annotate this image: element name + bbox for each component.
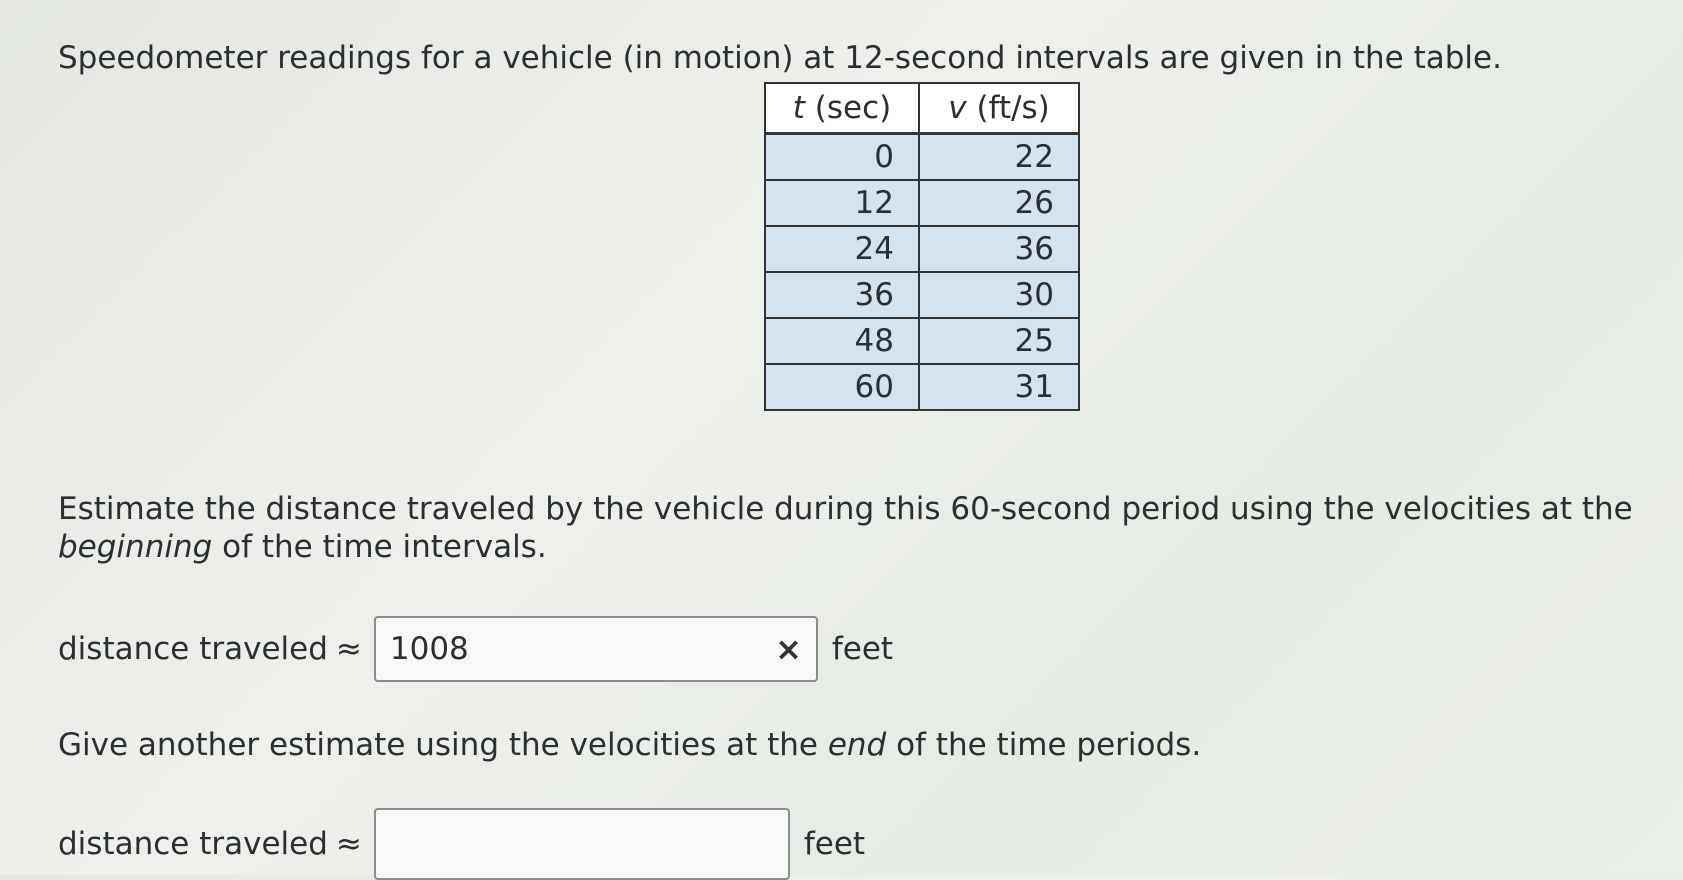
question-1-text-b: of the time intervals. xyxy=(212,529,547,565)
table-row xyxy=(765,272,1079,318)
time-cell: 36 xyxy=(765,272,919,318)
question-2-text xyxy=(58,726,1201,764)
question-1-text xyxy=(58,490,1638,566)
answer-2-label: distance traveled xyxy=(58,826,328,862)
velocity-cell: 25 xyxy=(919,318,1079,364)
table-row xyxy=(765,180,1079,226)
table-row xyxy=(765,318,1079,364)
table-header-row xyxy=(765,83,1079,134)
velocity-cell: 26 xyxy=(919,180,1079,226)
table-row xyxy=(765,364,1079,410)
answer-1-unit: feet xyxy=(831,631,894,667)
speedometer-table xyxy=(764,82,1080,411)
velocity-cell: 36 xyxy=(919,226,1079,272)
time-cell: 12 xyxy=(765,180,919,226)
velocity-cell: 22 xyxy=(919,134,1079,181)
table-row xyxy=(765,226,1079,272)
time-cell: 24 xyxy=(765,226,919,272)
answer-1-label: distance traveled xyxy=(58,631,328,667)
time-column-header xyxy=(765,83,919,134)
incorrect-icon: × xyxy=(775,630,802,668)
time-unit: (sec) xyxy=(804,90,892,126)
distance-end-input[interactable] xyxy=(374,808,790,880)
distance-begin-input[interactable] xyxy=(374,616,818,682)
time-cell: 48 xyxy=(765,318,919,364)
question-2-text-b: of the time periods. xyxy=(886,727,1202,763)
table-row xyxy=(765,134,1079,181)
velocity-column-header xyxy=(919,83,1079,134)
approx-symbol: ≈ xyxy=(335,631,362,667)
time-variable: t xyxy=(792,90,805,126)
time-cell: 0 xyxy=(765,134,919,181)
question-1-text-a: Estimate the distance traveled by the vehicle during this 60-second period using the velocities at the xyxy=(58,491,1633,527)
question-1-emphasis: beginning xyxy=(58,529,213,565)
velocity-cell: 31 xyxy=(919,364,1079,410)
distance-begin-value: 1008 xyxy=(389,631,469,667)
approx-symbol: ≈ xyxy=(335,826,362,862)
question-2-emphasis: end xyxy=(827,727,887,763)
time-cell: 60 xyxy=(765,364,919,410)
answer-row-1 xyxy=(58,616,893,682)
problem-intro: Speedometer readings for a vehicle (in motion) at 12-second intervals are given in the table. xyxy=(58,40,1502,76)
question-2-text-a: Give another estimate using the velocities at the xyxy=(58,727,828,763)
velocity-unit: (ft/s) xyxy=(966,90,1050,126)
answer-2-unit: feet xyxy=(803,826,866,862)
velocity-variable: v xyxy=(948,90,967,126)
velocity-cell: 30 xyxy=(919,272,1079,318)
answer-row-2 xyxy=(58,808,865,880)
